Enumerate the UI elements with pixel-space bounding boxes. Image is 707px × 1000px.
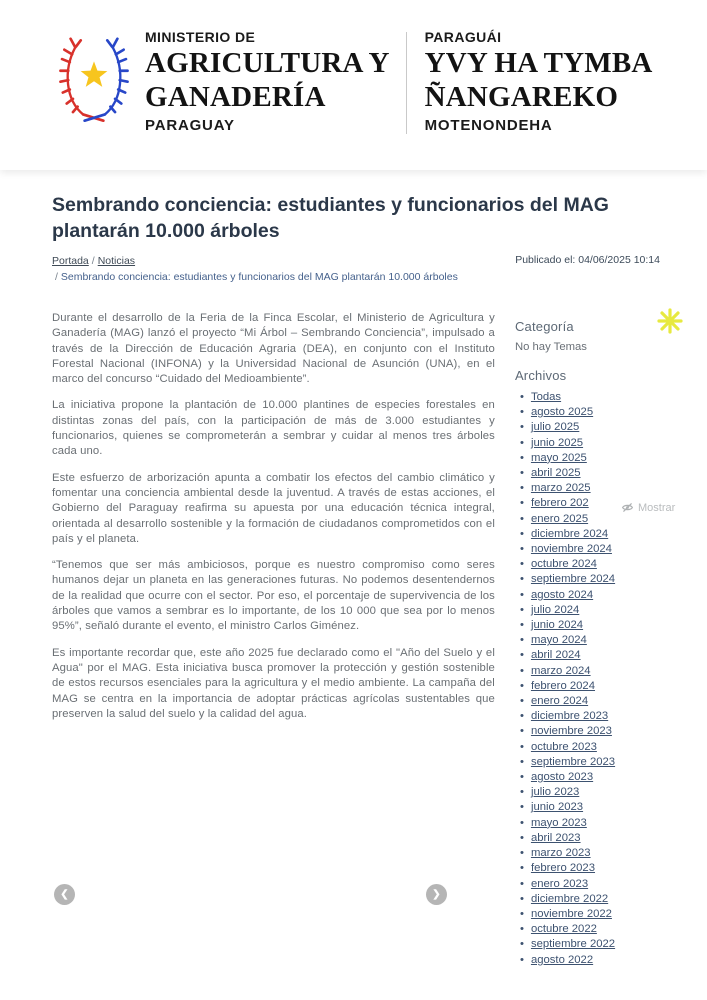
archive-link[interactable]: mayo 2025 (530, 451, 587, 464)
logo-line-nangareko: ÑANGAREKO (424, 81, 619, 113)
archive-item (531, 648, 660, 663)
archive-item (531, 937, 660, 952)
archive-item (531, 770, 660, 785)
archive-item (531, 572, 660, 587)
archive-item (531, 542, 660, 557)
archive-link[interactable]: noviembre 2022 (530, 907, 612, 920)
archive-link[interactable]: agosto 2024 (530, 588, 594, 601)
archive-link[interactable]: febrero 202 (530, 497, 589, 510)
archive-item (531, 618, 660, 633)
main-content (0, 170, 707, 968)
archive-item (531, 679, 660, 694)
archive-item (531, 664, 660, 679)
star-icon (81, 61, 108, 86)
archive-item (531, 877, 660, 892)
archive-item (531, 633, 660, 648)
archive-link[interactable]: septiembre 2022 (530, 938, 616, 951)
logo-line-paraguay: PARAGUAY (145, 117, 235, 134)
breadcrumb-separator: / (55, 271, 58, 283)
archive-item (531, 390, 660, 405)
accessibility-widget-icon[interactable] (657, 308, 683, 334)
archive-link[interactable]: junio 2024 (530, 619, 584, 632)
logo-line-motenondeha: MOTENONDEHA (424, 117, 553, 134)
archive-list (515, 390, 660, 968)
logo-line-paraguai: PARAGUÁI (424, 29, 502, 45)
archive-link[interactable]: junio 2023 (530, 801, 584, 814)
breadcrumb-current: Sembrando conciencia: estudiantes y funcionarios del MAG plantarán 10.000 árboles (60, 271, 458, 283)
category-empty-text: No hay Temas (514, 341, 587, 353)
archive-link[interactable]: mayo 2023 (530, 816, 587, 829)
article-paragraph: Durante el desarrollo de la Feria de la Finca Escolar, el Ministerio de Agricultura y Ganadería (MAG) lanzó el proyecto “Mi Árbol – Sembrando Conciencia”, impulsado a través de la Dirección de Educación Agraria (DEA), en conjunto con el Instituto Forestal Nacional (INFONA) y la Universidad Nacional de Asunción (UNA), en el marco del concurso “Cuidado del Medioambiente”. (52, 312, 495, 386)
archive-item (531, 527, 660, 542)
archive-link[interactable]: marzo 2024 (530, 664, 591, 677)
archive-link[interactable]: marzo 2025 (530, 482, 591, 495)
article-paragraph: “Tenemos que ser más ambiciosos, porque es nuestro compromiso como seres humanos dejar un planeta en las generaciones futuras. No podemos desentendernos de la realidad que ocurre con el sector. Por eso, el porcentaje de supervivencia de los árboles que vamos a sembrar es lo importante, de los 10 000 que sea por lo menos 95%”, señaló durante el evento, el ministro Carlos Giménez. (52, 559, 495, 633)
archive-link[interactable]: agosto 2022 (530, 953, 594, 966)
archive-link[interactable]: noviembre 2023 (530, 725, 612, 738)
chevron-right-icon: ❯ (432, 889, 441, 900)
carousel-prev-button[interactable] (54, 884, 75, 905)
page-title: Sembrando conciencia: estudiantes y funcionarios del MAG plantarán 10.000 árboles (52, 194, 609, 242)
archive-link[interactable]: julio 2025 (530, 421, 580, 434)
carousel-next-button[interactable] (426, 884, 447, 905)
archive-item (531, 800, 660, 815)
archive-item (531, 709, 660, 724)
mostrar-overlay-button[interactable] (619, 501, 677, 514)
archive-link[interactable]: octubre 2024 (530, 558, 597, 571)
archive-item (531, 436, 660, 451)
logo-line-yvy: YVY HA TYMBA (424, 47, 653, 79)
archive-item (531, 420, 660, 435)
archive-item (531, 816, 660, 831)
archive-item (531, 603, 660, 618)
archive-link[interactable]: octubre 2022 (530, 923, 597, 936)
archive-link[interactable]: octubre 2023 (530, 740, 597, 753)
breadcrumb-link-portada[interactable]: Portada (52, 255, 89, 267)
archive-link[interactable]: septiembre 2023 (530, 755, 616, 768)
archive-link[interactable]: abril 2024 (530, 649, 581, 662)
sidebar (515, 311, 660, 968)
breadcrumb (52, 253, 458, 285)
archives-heading: Archivos (514, 368, 567, 383)
archive-link[interactable]: marzo 2023 (530, 847, 591, 860)
breadcrumb-link-noticias[interactable]: Noticias (97, 255, 136, 267)
archive-link[interactable]: febrero 2024 (530, 679, 596, 692)
ministry-logo-text (145, 28, 390, 136)
archive-link[interactable]: mayo 2024 (530, 634, 587, 647)
archive-item (531, 907, 660, 922)
archive-item (531, 481, 660, 496)
archive-link[interactable]: julio 2023 (530, 786, 580, 799)
archive-link[interactable]: junio 2025 (530, 436, 584, 449)
eye-slash-icon (621, 501, 634, 514)
archive-link[interactable]: septiembre 2024 (530, 573, 616, 586)
article-body (52, 311, 495, 968)
mag-logo-emblem (55, 28, 133, 126)
article-paragraph: La iniciativa propone la plantación de 10.000 plantines de especies forestales en distintas zonas del país, con la participación de más de 3.000 estudiantes y funcionarios, quienes se comprometerán a sembrar y cuidar al menos tres árboles cada uno. (52, 399, 495, 458)
archive-link[interactable]: febrero 2023 (530, 862, 596, 875)
header-divider (406, 32, 407, 134)
archive-item (531, 466, 660, 481)
archive-item (531, 785, 660, 800)
archive-link[interactable]: diciembre 2024 (530, 527, 609, 540)
archive-link[interactable]: agosto 2025 (530, 406, 594, 419)
archive-item (531, 922, 660, 937)
archive-link[interactable]: diciembre 2022 (530, 892, 609, 905)
archive-item (531, 831, 660, 846)
archive-link[interactable]: julio 2024 (530, 603, 580, 616)
archive-item (531, 451, 660, 466)
logo-line-agricultura: AGRICULTURA Y (145, 47, 390, 79)
breadcrumb-separator: / (91, 255, 95, 267)
asterisk-icon (659, 310, 681, 332)
archive-item (531, 405, 660, 420)
archive-link[interactable]: enero 2025 (530, 512, 589, 525)
mostrar-label: Mostrar (638, 501, 676, 514)
archive-link[interactable]: enero 2023 (530, 877, 589, 890)
published-date: Publicado el: 04/06/2025 10:14 (515, 254, 660, 266)
archive-item (531, 588, 660, 603)
archive-item (531, 953, 660, 968)
archive-item (531, 557, 660, 572)
archive-link[interactable]: abril 2023 (530, 831, 581, 844)
archive-link[interactable]: diciembre 2023 (530, 710, 609, 723)
logo-line-ganaderia: GANADERÍA (145, 81, 326, 113)
archive-item (531, 740, 660, 755)
archive-item (531, 724, 660, 739)
archive-item (531, 861, 660, 876)
archive-link[interactable]: abril 2025 (530, 467, 581, 480)
article-meta-row (52, 253, 660, 285)
archive-link[interactable]: enero 2024 (530, 695, 589, 708)
archive-link[interactable]: agosto 2023 (530, 771, 594, 784)
archive-item (531, 755, 660, 770)
article-paragraph: Este esfuerzo de arborización apunta a combatir los efectos del cambio climático y fomentar una conciencia ambiental desde la juventud. A través de estas acciones, el Gobierno del Paraguay reafirma su apuesta por una educación técnica integral, orientada al desarrollo sostenible y la formación de ciudadanos comprometidos con el país y el planeta. (52, 471, 495, 545)
article-paragraph: Es importante recordar que, este año 2025 fue declarado como el "Año del Suelo y el Agua" por el MAG. Esta iniciativa busca promover la protección y gestión sostenible de estos recursos esenciales para la agricultura y el medio ambiente. La campaña del MAG se centra en la importancia de adoptar prácticas agrícolas sustentables que preserven la salud del suelo y la calidad del agua. (52, 646, 495, 720)
archive-link[interactable]: noviembre 2024 (530, 543, 612, 556)
archive-link[interactable]: Todas (530, 391, 562, 403)
archive-item (531, 892, 660, 907)
logo-line-ministerio: MINISTERIO DE (145, 29, 256, 45)
guarani-logo-text (425, 28, 653, 136)
chevron-left-icon: ❮ (60, 889, 69, 900)
archive-item (531, 694, 660, 709)
content-row (52, 311, 660, 968)
category-heading: Categoría (514, 319, 574, 334)
site-header (0, 0, 707, 170)
archive-item (531, 846, 660, 861)
